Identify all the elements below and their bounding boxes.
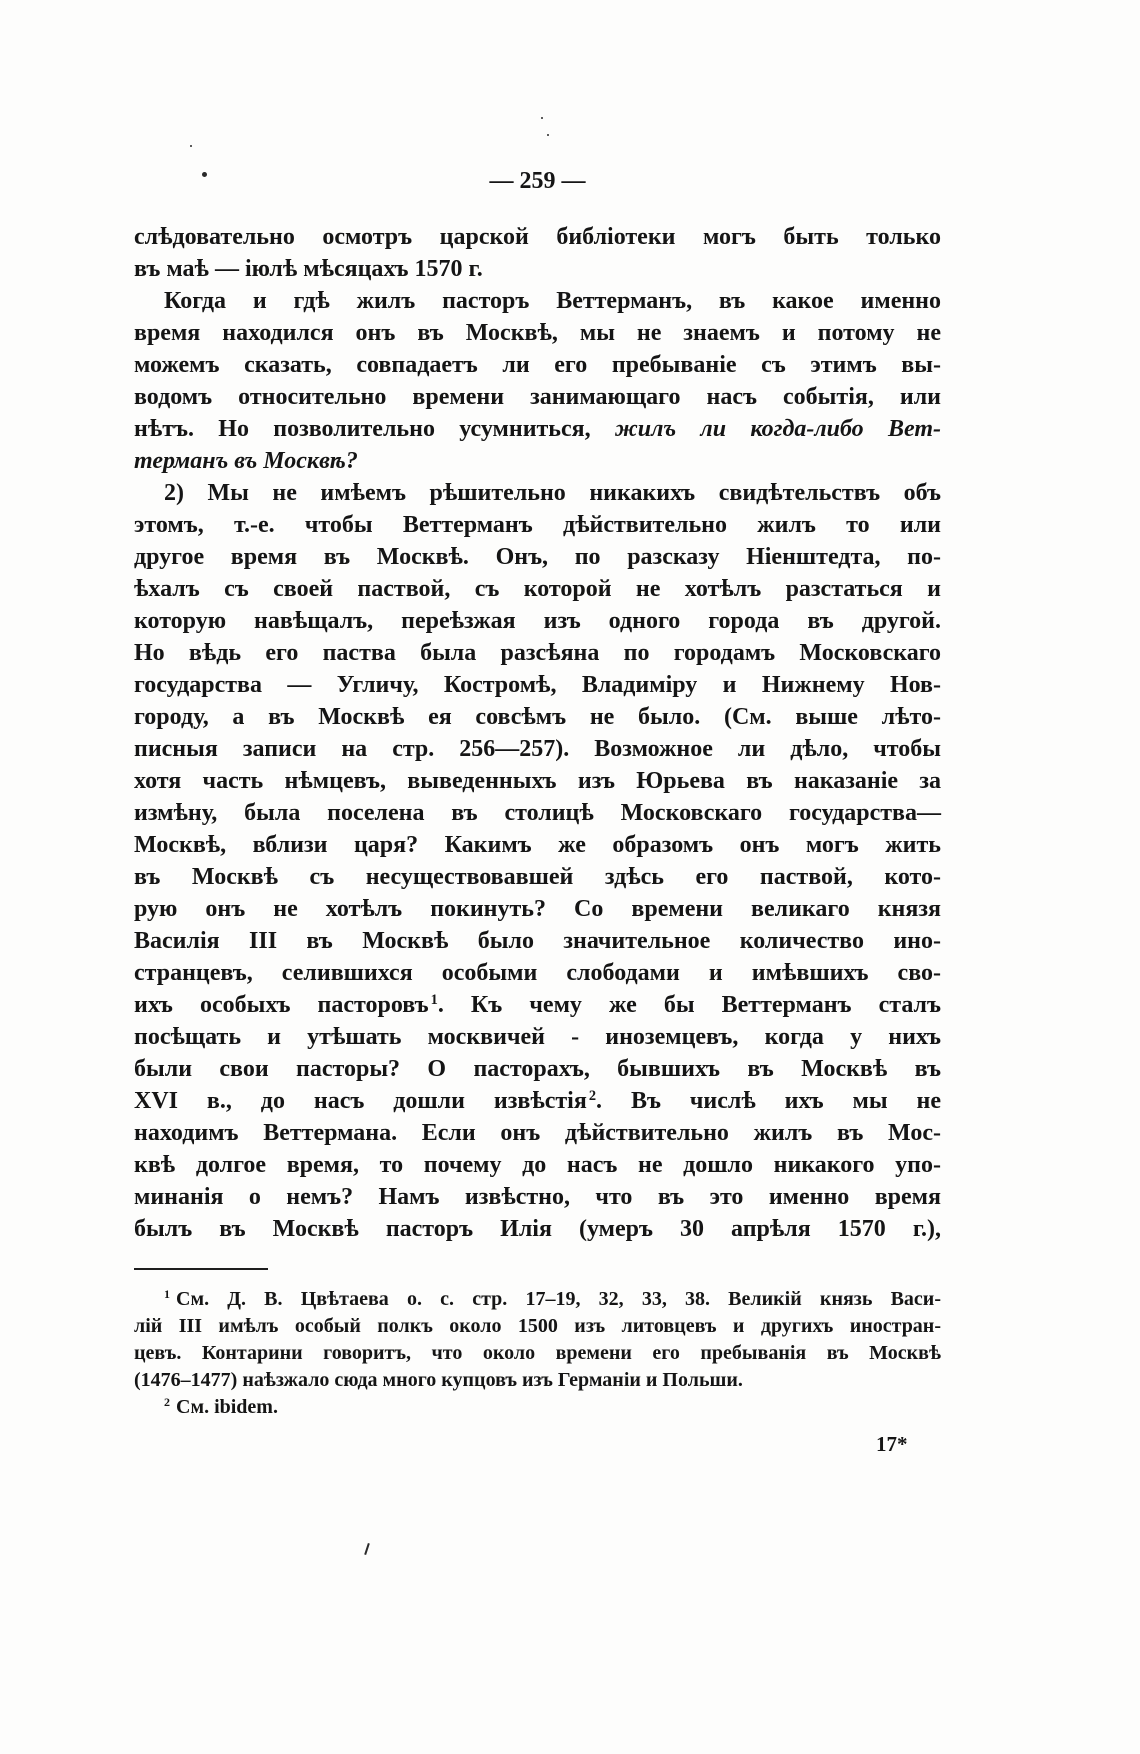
body-text-line: 2) Мы не имѣемъ рѣшительно никакихъ свидѣтельствъ объ xyxy=(164,480,941,506)
body-text-line: посѣщать и утѣшать москвичей - иноземцевъ, когда у нихъ xyxy=(134,1024,941,1050)
footnote-marker: 2 xyxy=(588,1088,597,1105)
body-text-line: слѣдовательно осмотръ царской библіотеки могъ быть только xyxy=(134,224,941,250)
roman-text: нѣтъ. Но позволительно усумниться, xyxy=(134,416,615,442)
body-text-line: водомъ относительно времени занимающаго насъ событія, или xyxy=(134,384,941,410)
roman-text: . Въ числѣ ихъ мы не xyxy=(596,1088,942,1114)
body-text-line: въ Москвѣ съ несуществовавшей здѣсь его паствой, кото- xyxy=(134,864,941,890)
body-text-line: странцевъ, селившихся особыми слободами и имѣвшихъ сво- xyxy=(134,960,941,986)
body-text-line: городу, а въ Москвѣ ея совсѣмъ не было. (См. выше лѣто- xyxy=(134,704,941,730)
body-text-line: минанія о немъ? Намъ извѣстно, что въ это именно время xyxy=(134,1184,941,1210)
footnote-line: лій III имѣлъ особый полкъ около 1500 изъ литовцевъ и другихъ иностран- xyxy=(134,1315,941,1337)
roman-text: XVI в., до насъ дошли извѣстія xyxy=(134,1088,587,1114)
italic-text: жилъ ли когда-либо Вет- xyxy=(614,416,941,442)
body-text-line: Василія III въ Москвѣ было значительное количество ино- xyxy=(134,928,941,954)
footnote-marker: 1 xyxy=(430,992,438,1009)
body-text-line: находимъ Веттермана. Если онъ дѣйствительно жилъ въ Мос- xyxy=(134,1120,941,1146)
roman-text: . Къ чему же бы Веттерманъ сталъ xyxy=(437,992,942,1018)
body-text-line: другое время въ Москвѣ. Онъ, по разсказу Ніенштедта, по- xyxy=(134,544,941,570)
body-text-line: можемъ сказать, совпадаетъ ли его пребываніе съ этимъ вы- xyxy=(134,352,941,378)
footnote-line xyxy=(134,1286,941,1313)
body-text-line: писныя записи на стр. 256—257). Возможное ли дѣло, чтобы xyxy=(134,736,941,762)
footnote-marker: 1 xyxy=(164,1287,170,1302)
body-text-line: этомъ, т.-е. чтобы Веттерманъ дѣйствительно жилъ то или xyxy=(134,512,941,538)
body-text-line: квѣ долгое время, то почему до насъ не дошло никакого упо- xyxy=(134,1152,941,1178)
body-text-line: рую онъ не хотѣлъ покинуть? Со времени великаго князя xyxy=(134,896,941,922)
body-text-line xyxy=(134,413,941,445)
body-text-line: въ маѣ — іюлѣ мѣсяцахъ 1570 г. xyxy=(134,256,483,282)
footnote-rule xyxy=(134,1268,268,1270)
footnote-line xyxy=(134,1394,941,1421)
scan-speck xyxy=(547,134,549,136)
roman-text: ихъ особыхъ пасторовъ xyxy=(134,992,429,1018)
body-text-line: государства — Угличу, Костромѣ, Владиміру и Нижнему Нов- xyxy=(134,672,941,698)
body-text-line: хотя часть нѣмцевъ, выведенныхъ изъ Юрьева въ наказаніе за xyxy=(134,768,941,794)
footnotes xyxy=(134,1286,941,1421)
body-text-line xyxy=(134,445,941,477)
footnote-line: (1476–1477) наѣзжало сюда много купцовъ изъ Германіи и Польши. xyxy=(134,1369,743,1391)
body-text-line: ѣхалъ съ своей паствой, съ которой не хотѣлъ разстаться и xyxy=(134,576,941,602)
body-text-line: Москвѣ, вблизи царя? Какимъ же образомъ онъ могъ жить xyxy=(134,832,941,858)
body-text-line xyxy=(134,1085,941,1117)
body-text-line: измѣну, была поселена въ столицѣ Московскаго государства— xyxy=(134,800,941,826)
signature-mark: 17* xyxy=(876,1432,908,1456)
footnote-text: См. ibidem. xyxy=(176,1396,278,1418)
body-text-line: былъ въ Москвѣ пасторъ Илія (умеръ 30 апрѣля 1570 г.), xyxy=(134,1216,941,1242)
body-text-line: которую навѣщалъ, переѣзжая изъ одного города въ другой. xyxy=(134,608,941,634)
footnote-marker: 2 xyxy=(164,1395,170,1410)
page-number-header: — 259 — xyxy=(489,168,586,194)
body-text-line: Но вѣдь его паства была разсѣяна по городамъ Московскаго xyxy=(134,640,941,666)
scan-speck xyxy=(190,145,192,147)
body-text-line: были свои пасторы? О пасторахъ, бывшихъ въ Москвѣ въ xyxy=(134,1056,941,1082)
footnote-line: цевъ. Контарини говоритъ, что около времени его пребыванія въ Москвѣ xyxy=(134,1342,941,1364)
body-text-line: время находился онъ въ Москвѣ, мы не знаемъ и потому не xyxy=(134,320,941,346)
footnote-text: См. Д. В. Цвѣтаева о. с. стр. 17–19, 32, 33, 38. Великій князь Васи- xyxy=(176,1288,941,1310)
body-text-line xyxy=(134,989,941,1021)
italic-text: терманъ въ Москвѣ? xyxy=(134,448,358,474)
scan-speck xyxy=(364,1543,370,1555)
scan-speck xyxy=(541,117,543,119)
body-text-line: Когда и гдѣ жилъ пасторъ Веттерманъ, въ какое именно xyxy=(164,288,941,314)
main-text xyxy=(134,221,941,1245)
